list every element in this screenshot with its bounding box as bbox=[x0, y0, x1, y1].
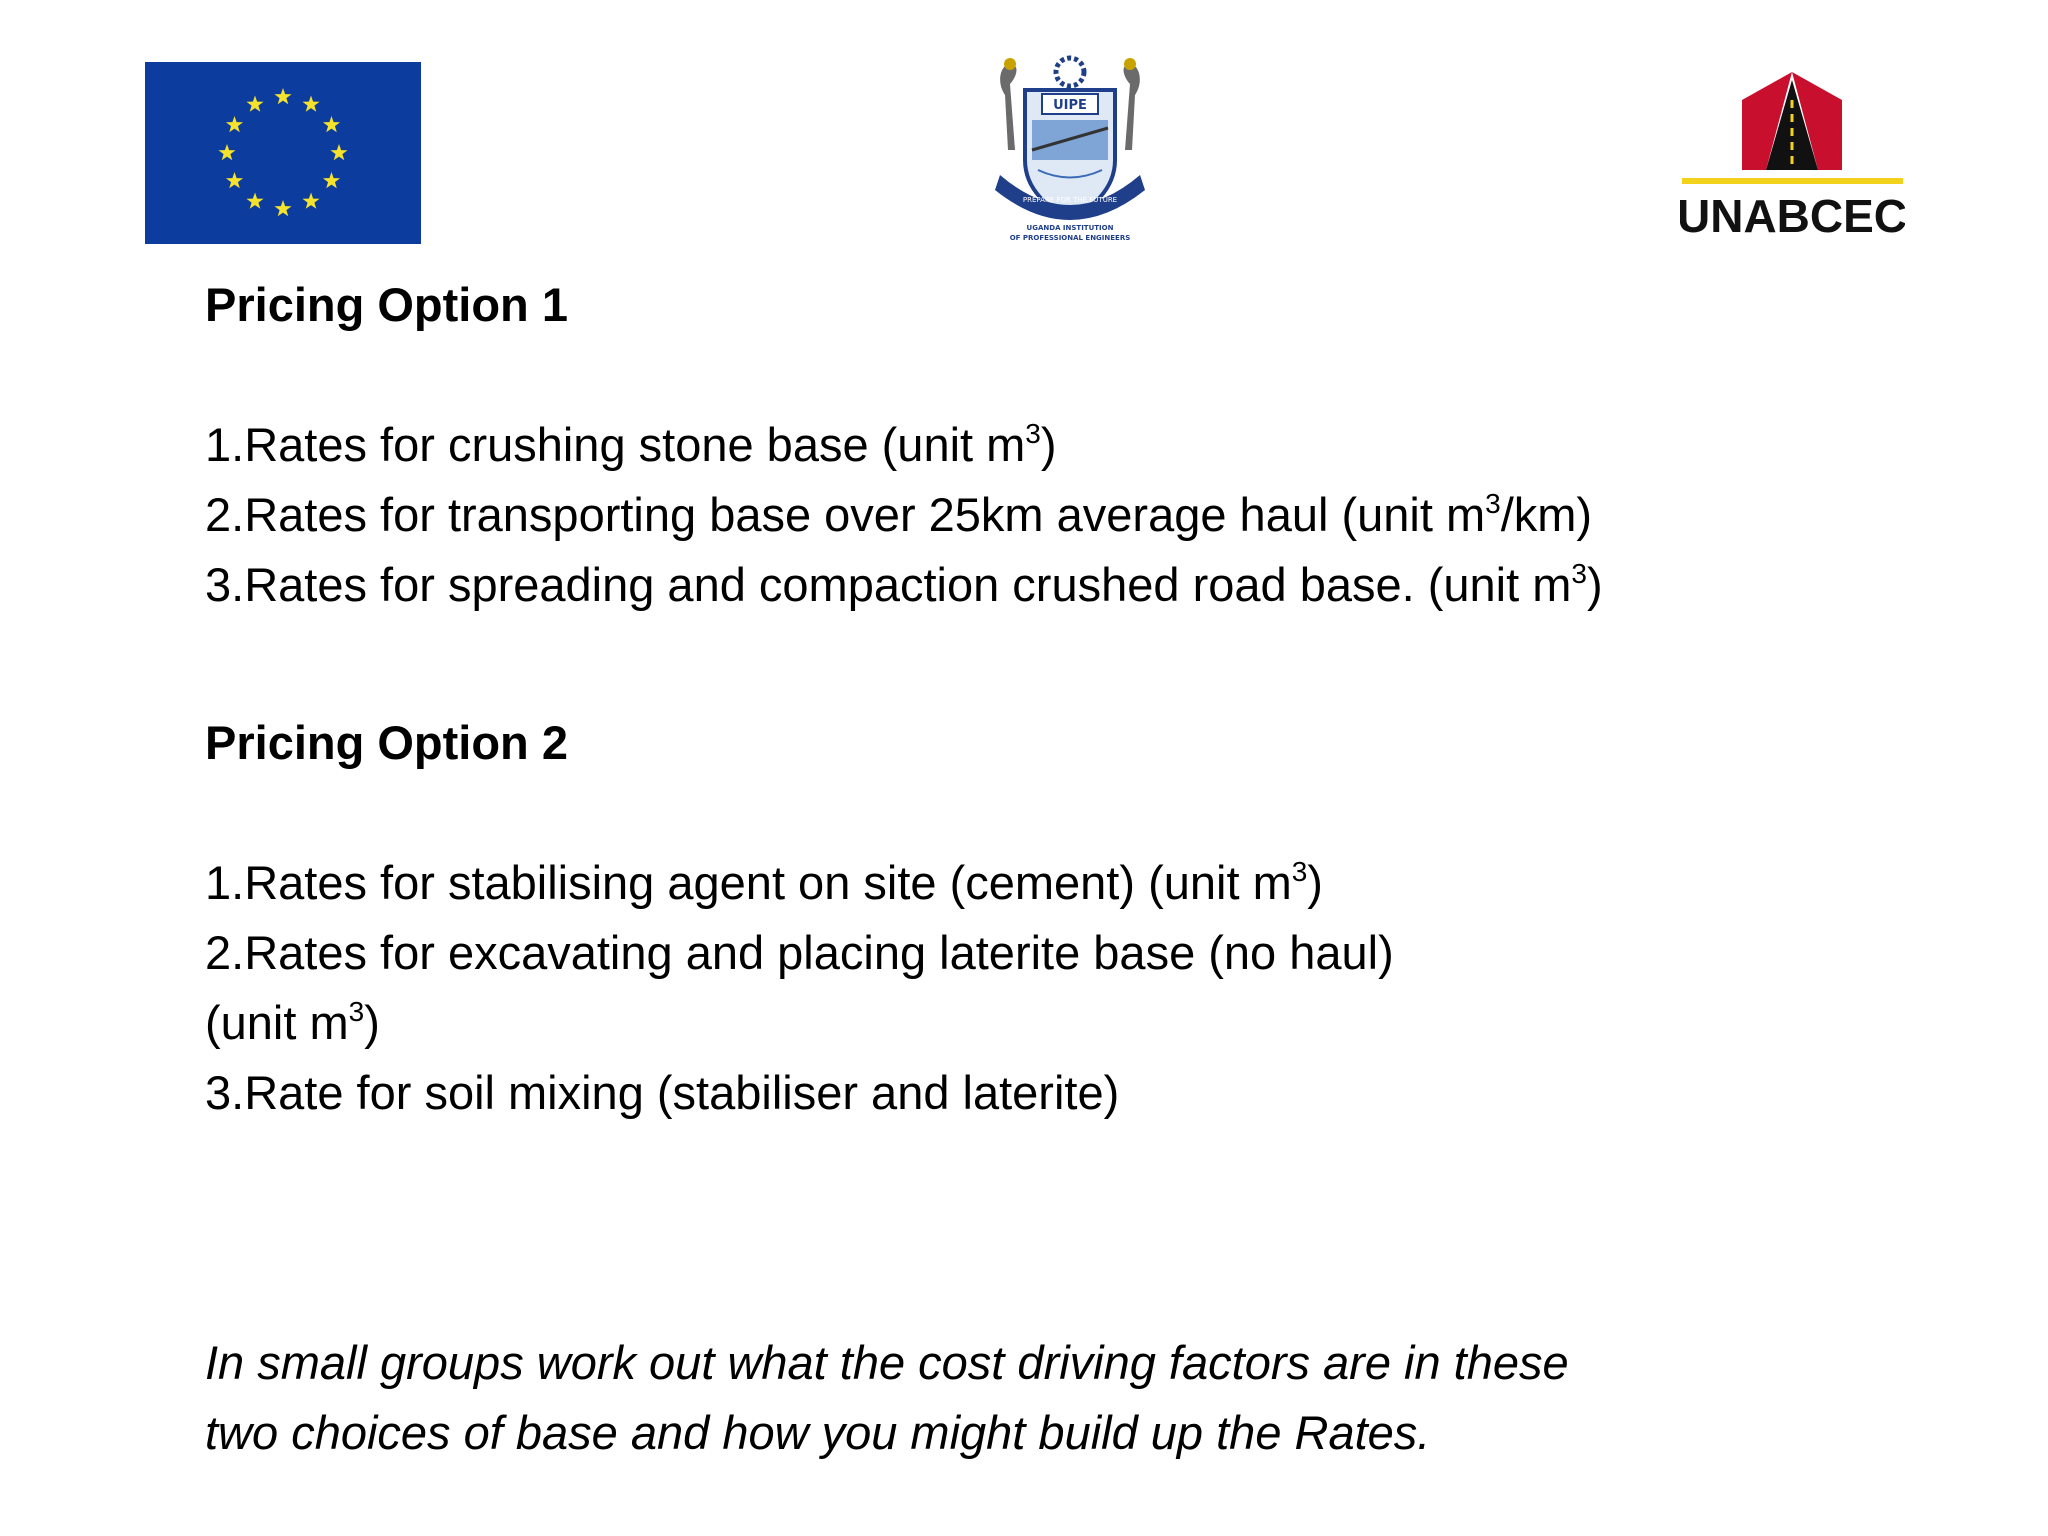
pricing-option-2-title: Pricing Option 2 bbox=[205, 716, 568, 769]
list-item: 3.Rates for spreading and compaction crushed road base. (unit $m^3$) bbox=[205, 558, 1603, 611]
pricing-option-1-title: Pricing Option 1 bbox=[205, 278, 568, 331]
uipe-caption-line1: UGANDA INSTITUTION bbox=[1026, 224, 1114, 232]
list-item: 3.Rate for soil mixing (stabiliser and laterite) bbox=[205, 1066, 1120, 1119]
unabcec-text: UNABCEC bbox=[1680, 190, 1905, 240]
unabcec-road-icon bbox=[1680, 70, 1905, 240]
pricing-option-1-list bbox=[205, 410, 1965, 620]
uipe-caption-line2: OF PROFESSIONAL ENGINEERS bbox=[1009, 234, 1131, 242]
list-item: 1.Rates for crushing stone base (unit $m^3$) bbox=[205, 418, 1057, 471]
uipe-crest-logo bbox=[980, 50, 1160, 245]
list-item: (unit $m^3$) bbox=[205, 996, 380, 1049]
uipe-crest-icon bbox=[980, 50, 1160, 245]
uipe-ribbon-text: PREPARE FOR THE FUTURE bbox=[1022, 196, 1118, 204]
closing-instruction bbox=[205, 1328, 1805, 1468]
list-item: 2.Rates for excavating and placing laterite base (no haul) bbox=[205, 926, 1394, 979]
closing-line-2: two choices of base and how you might build up the Rates. bbox=[205, 1406, 1431, 1459]
closing-line-1: In small groups work out what the cost driving factors are in these bbox=[205, 1336, 1569, 1389]
uipe-banner-text: UIPE bbox=[1053, 98, 1087, 113]
unabcec-logo bbox=[1680, 70, 1905, 240]
eu-flag-logo bbox=[145, 62, 421, 244]
pricing-option-2-list bbox=[205, 848, 1965, 1128]
list-item: 1.Rates for stabilising agent on site (cement) (unit $m^3$) bbox=[205, 856, 1323, 909]
slide-content bbox=[205, 270, 1965, 1468]
eu-flag-icon bbox=[145, 62, 421, 244]
list-item: 2.Rates for transporting base over 25km average haul (unit $m^3/km$) bbox=[205, 488, 1593, 541]
